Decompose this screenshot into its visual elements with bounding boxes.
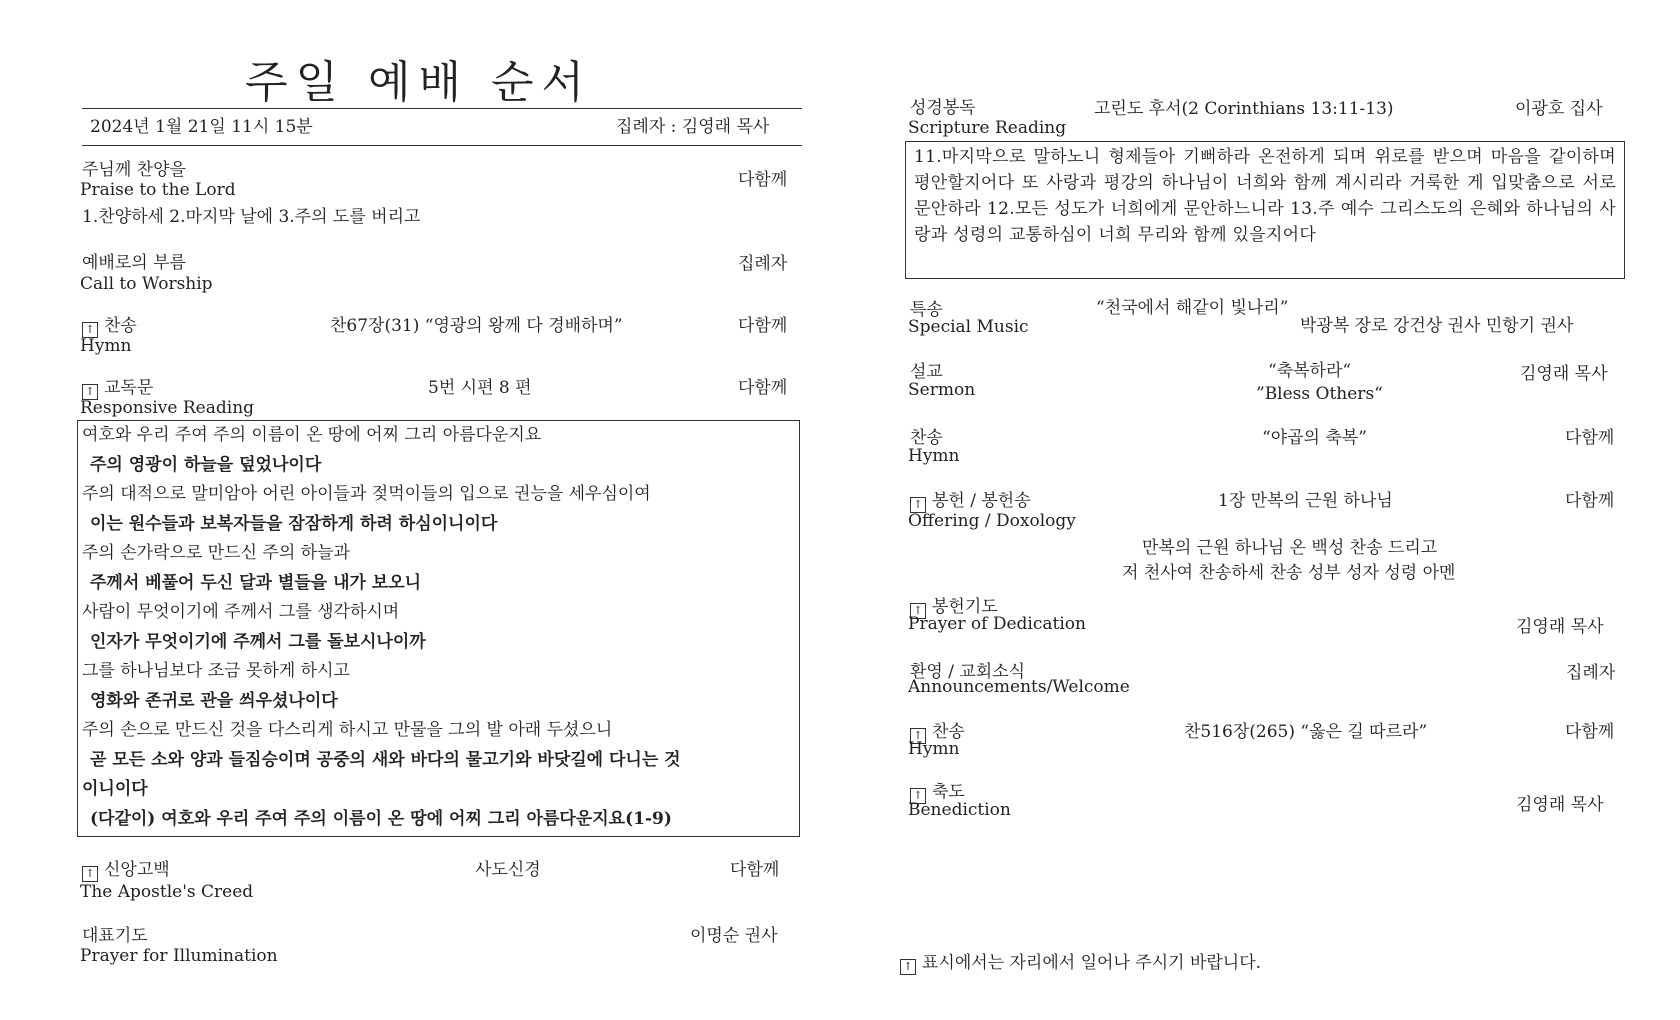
scripture-text: 11.마지막으로 말하노니 형제들아 기뻐하라 온전하게 되며 위로를 받으며 마음을 같이하며 평안할지어다 또 사랑과 평강의 하나님이 너희와 함께 계시리라 거룩한 게 입맞춤으로 서로 문안하라 12.모든 성도가 너희에게 문안하느니라 13.주 예수 그리스도의 은혜와 하나님의 사랑과 성령의 교통하심이 너희 무리와 함께 있을지어다: [914, 147, 1616, 245]
item-by: 이광호 집사: [1515, 99, 1603, 119]
item-en: Hymn: [80, 336, 132, 356]
reading-line: 주의 손으로 만드신 것을 다스리게 하시고 만물을 그의 발 아래 두셨으니: [82, 720, 613, 740]
item-en: Prayer of Dedication: [908, 614, 1086, 634]
item-en: Call to Worship: [80, 274, 213, 294]
item-by: 김영래 목사: [1516, 617, 1604, 637]
item-detail: 5번 시편 8 편: [428, 378, 532, 398]
item-detail: 사도신경: [475, 860, 541, 880]
item-by: 다함께: [1565, 428, 1615, 448]
item-by: 집례자: [738, 254, 788, 274]
item-en: Benediction: [908, 800, 1011, 820]
reading-line-response: 주께서 베풀어 두신 달과 별들을 내가 보오니: [90, 572, 422, 593]
page-title: 주일 예배 순서: [245, 57, 592, 108]
item-en: Sermon: [908, 380, 976, 400]
item-en: Praise to the Lord: [80, 180, 236, 200]
item-detail: “축복하라“: [1268, 361, 1352, 381]
reading-line-response: 곧 모든 소와 양과 들짐승이며 공중의 새와 바다의 물고기와 바닷길에 다니는 것: [90, 749, 681, 770]
stand-up-icon: ↑: [82, 384, 98, 400]
doxology-lyric-2: 저 천사여 찬송하세 찬송 성부 성자 성령 아멘: [1122, 563, 1456, 583]
responsive-reading-box: [77, 420, 800, 837]
item-ko: 주님께 찬양을: [82, 160, 186, 180]
praise-songs: 1.찬양하세 2.마지막 날에 3.주의 도를 버리고: [82, 207, 421, 227]
item-ko: 봉헌기도: [932, 597, 998, 617]
item-by: 다함께: [738, 316, 788, 336]
stand-up-icon: ↑: [910, 788, 926, 804]
item-ko: 성경봉독: [910, 98, 976, 118]
item-ko: 설교: [910, 362, 943, 382]
item-ko: 특송: [910, 300, 943, 320]
reading-line: 사람이 무엇이기에 주께서 그를 생각하시며: [82, 602, 400, 622]
item-en: Special Music: [908, 317, 1029, 337]
reading-line: 그를 하나님보다 조금 못하게 하시고: [82, 661, 350, 681]
doxology-lyric-1: 만복의 근원 하나님 온 백성 찬송 드리고: [1142, 538, 1438, 558]
item-detail: “야곱의 축복”: [1262, 428, 1367, 448]
item-by: 김영래 목사: [1520, 364, 1608, 384]
item-en: The Apostle's Creed: [80, 882, 254, 902]
item-ko: 대표기도: [82, 926, 148, 946]
item-ko: 교독문: [104, 378, 154, 398]
item-by: 이명순 권사: [690, 926, 778, 946]
reading-line-response: 인자가 무엇이기에 주께서 그를 돌보시나이까: [90, 631, 426, 652]
item-detail: “천국에서 해같이 빛나리”: [1096, 298, 1289, 318]
item-ko: 환영 / 교회소식: [910, 662, 1026, 682]
stand-up-icon: ↑: [82, 322, 98, 338]
reading-line-response: 영화와 존귀로 관을 씌우셨나이다: [90, 690, 338, 711]
item-en: Offering / Doxology: [908, 511, 1076, 531]
stand-up-icon: ↑: [82, 866, 98, 882]
item-detail: 찬516장(265) “옳은 길 따르라”: [1184, 722, 1428, 742]
item-ko: 찬송: [910, 428, 943, 448]
item-by: 다함께: [1565, 491, 1615, 511]
item-by: 다함께: [738, 170, 788, 190]
item-detail-en: ”Bless Others“: [1256, 384, 1383, 404]
item-detail: 찬67장(31) “영광의 왕께 다 경배하며”: [330, 316, 623, 336]
stand-up-icon: ↑: [910, 728, 926, 744]
item-detail: 1장 만복의 근원 하나님: [1218, 491, 1393, 511]
item-en: Hymn: [908, 739, 960, 759]
reading-line: 주의 손가락으로 만드신 주의 하늘과: [82, 543, 350, 563]
item-en: Responsive Reading: [80, 398, 255, 418]
reading-line-unison: (다같이) 여호와 우리 주여 주의 이름이 온 땅에 어찌 그리 아름다운지요(1-9): [90, 808, 672, 829]
reading-line-response: 이니이다: [82, 779, 148, 799]
item-en: Scripture Reading: [908, 118, 1067, 138]
item-en: Announcements/Welcome: [908, 677, 1130, 697]
scripture-box: [905, 141, 1625, 279]
stand-up-icon: ↑: [900, 959, 916, 975]
item-ko: 봉헌 / 봉헌송: [932, 491, 1031, 511]
item-ko: 예배로의 부름: [82, 253, 186, 273]
presider: 집례자 : 김영래 목사: [616, 117, 770, 137]
item-detail: 고린도 후서(2 Corinthians 13:11-13): [1094, 99, 1394, 119]
stand-up-icon: ↑: [910, 497, 926, 513]
item-ko: 축도: [932, 782, 965, 802]
item-ko: 찬송: [932, 722, 965, 742]
footnote: [900, 953, 1261, 975]
item-ko: 신앙고백: [104, 860, 170, 880]
item-by: 김영래 목사: [1516, 795, 1604, 815]
item-ko: 찬송: [104, 316, 137, 336]
item-en: Prayer for Illumination: [80, 946, 278, 966]
item-by: 다함께: [738, 378, 788, 398]
item-by: 집례자: [1566, 663, 1616, 683]
item-by: 박광복 장로 강건상 권사 민항기 권사: [1300, 316, 1574, 336]
reading-line: 여호와 우리 주여 주의 이름이 온 땅에 어찌 그리 아름다운지요: [82, 425, 542, 445]
reading-line-response: 이는 원수들과 보복자들을 잠잠하게 하려 하심이니이다: [90, 513, 498, 534]
item-en: Hymn: [908, 446, 960, 466]
reading-line: 주의 대적으로 말미암아 어린 아이들과 젖먹이들의 입으로 권능을 세우심이여: [82, 484, 651, 504]
header-rule-top: [82, 108, 802, 109]
header-rule-bottom: [82, 145, 802, 146]
stand-up-icon: ↑: [910, 603, 926, 619]
item-by: 다함께: [1565, 722, 1615, 742]
item-by: 다함께: [730, 860, 780, 880]
reading-line-response: 주의 영광이 하늘을 덮었나이다: [90, 454, 322, 475]
footnote-text: 표시에서는 자리에서 일어나 주시기 바랍니다.: [922, 953, 1262, 973]
service-date: 2024년 1월 21일 11시 15분: [90, 117, 313, 137]
